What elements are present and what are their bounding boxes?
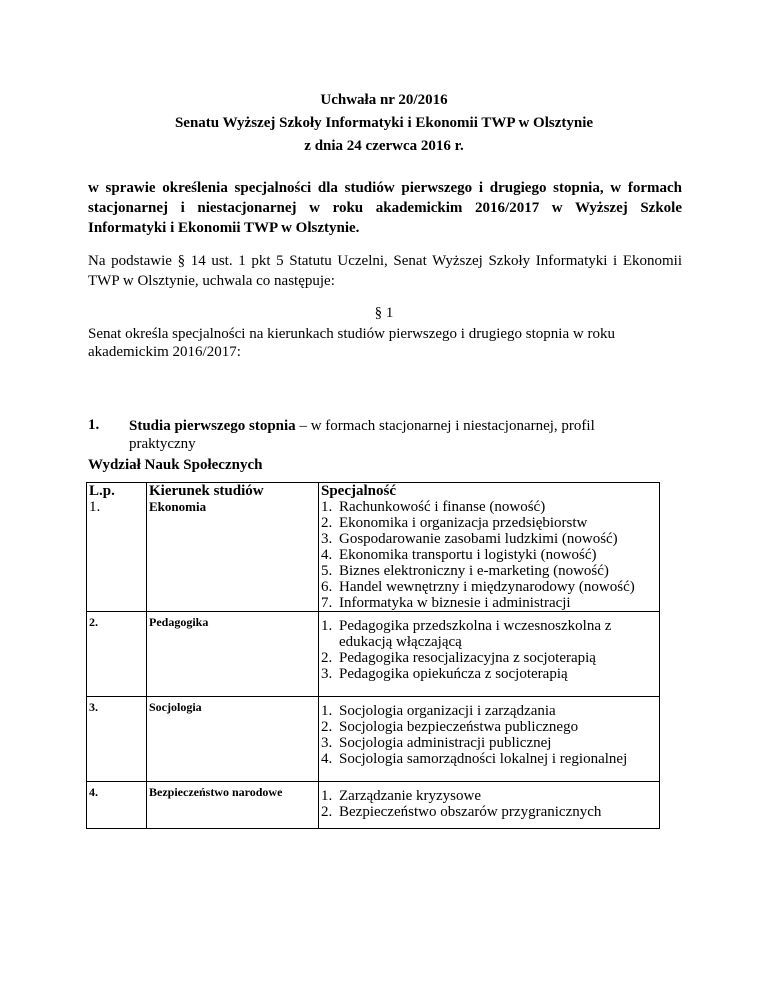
resolution-title: Uchwała nr 20/2016 (320, 92, 448, 108)
table-row (87, 782, 660, 829)
row-kierunek: Ekonomia (149, 499, 207, 514)
item-number: 3. (321, 531, 333, 547)
row-lp: 3. (89, 700, 98, 714)
specialization-table (86, 482, 660, 829)
list-item (321, 751, 659, 767)
item-number: 2. (321, 515, 333, 531)
row-lp: 2. (89, 615, 98, 629)
section-mark: § 1 (374, 305, 394, 321)
date-line: z dnia 24 czerwca 2016 r. (304, 138, 464, 154)
item-number: 5. (321, 563, 333, 579)
header-specjalnosc: Specjalność (321, 483, 396, 499)
item-number: 2. (321, 650, 333, 666)
section-text: Senat określa specjalności na kierunkach studiów pierwszego i drugiego stopnia w roku akademickim 2016/2017: (88, 326, 615, 360)
item-number: 6. (321, 579, 333, 595)
list-item (321, 618, 659, 650)
header-kierunek: Kierunek studiów (149, 483, 264, 499)
table-cell-kierunek (147, 612, 319, 697)
point-bold: Studia pierwszego stopnia (129, 418, 296, 434)
item-text: Pedagogika opiekuńcza z socjoterapią (339, 666, 568, 682)
row-lp: 4. (89, 785, 98, 799)
table-row (87, 697, 660, 782)
senate-line: Senatu Wyższej Szkoły Informatyki i Ekonomii TWP w Olsztynie (174, 115, 594, 131)
item-text: Socjologia organizacji i zarządzania (339, 703, 556, 719)
table-row (87, 483, 660, 612)
list-item (321, 499, 659, 515)
item-text: Pedagogika resocjalizacyjna z socjoterapią (339, 650, 596, 666)
spec-list (321, 499, 659, 611)
item-number: 2. (321, 804, 333, 820)
list-item (321, 515, 659, 531)
item-text: Zarządzanie kryzysowe (339, 788, 482, 804)
row-lp: 1. (89, 499, 101, 515)
list-item (321, 563, 659, 579)
basis-paragraph: Na podstawie § 14 ust. 1 pkt 5 Statutu Uczelni, Senat Wyższej Szkoły Informatyki i Ekonomii TWP w Olsztynie, uchwala co następuje: (88, 253, 682, 289)
list-item (321, 650, 659, 666)
item-text: Handel wewnętrzny i międzynarodowy (nowość) (339, 579, 635, 595)
item-text: Ekonomika transportu i logistyki (nowość) (339, 547, 597, 563)
row-kierunek: Bezpieczeństwo narodowe (149, 785, 283, 799)
item-text: Pedagogika przedszkolna i wczesnoszkolna z edukacją włączającą (339, 618, 612, 650)
table-cell-specjalnosc (319, 483, 660, 612)
point-rest: – w formach stacjonarnej i niestacjonarnej, profil praktyczny (129, 418, 595, 452)
list-item (321, 719, 659, 735)
item-number: 7. (321, 595, 333, 611)
table-cell-lp (87, 782, 147, 829)
item-number: 1. (321, 618, 333, 634)
item-number: 1. (321, 499, 333, 515)
item-text: Rachunkowość i finanse (nowość) (339, 499, 546, 515)
item-number: 1. (321, 788, 333, 804)
spec-list (321, 703, 659, 767)
header-lp: L.p. (89, 483, 115, 499)
list-item (321, 666, 659, 682)
table-cell-specjalnosc (319, 782, 660, 829)
list-item (321, 788, 659, 804)
item-text: Socjologia samorządności lokalnej i regionalnej (339, 751, 628, 767)
list-item (321, 804, 659, 820)
list-item (321, 531, 659, 547)
table-cell-kierunek (147, 782, 319, 829)
item-number: 4. (321, 547, 333, 563)
point-text (129, 417, 629, 453)
item-number: 3. (321, 735, 333, 751)
item-number: 2. (321, 719, 333, 735)
item-text: Socjologia administracji publicznej (339, 735, 552, 751)
table-cell-specjalnosc (319, 612, 660, 697)
table-cell-lp (87, 697, 147, 782)
list-item (321, 735, 659, 751)
table-cell-kierunek (147, 483, 319, 612)
subject-paragraph: w sprawie określenia specjalności dla studiów pierwszego i drugiego stopnia, w formach stacjonarnej i niestacjonarnej w roku akademickim 2016/2017 w Wyższej Szkole Informatyki i Ekonomii TWP w Olsztynie. (88, 180, 682, 236)
item-text: Gospodarowanie zasobami ludzkimi (nowość) (339, 531, 618, 547)
item-text: Biznes elektroniczny i e-marketing (nowość) (339, 563, 609, 579)
item-number: 3. (321, 666, 333, 682)
item-text: Socjologia bezpieczeństwa publicznego (339, 719, 579, 735)
spec-list (321, 618, 659, 682)
table-cell-kierunek (147, 697, 319, 782)
spec-list (321, 788, 659, 820)
row-kierunek: Socjologia (149, 700, 202, 714)
faculty-heading: Wydział Nauk Społecznych (88, 457, 263, 473)
table-row (87, 612, 660, 697)
item-number: 1. (321, 703, 333, 719)
item-number: 4. (321, 751, 333, 767)
point-number: 1. (88, 417, 100, 433)
table-cell-lp (87, 612, 147, 697)
row-kierunek: Pedagogika (149, 615, 209, 629)
item-text: Informatyka w biznesie i administracji (339, 595, 571, 611)
item-text: Ekonomika i organizacja przedsiębiorstw (339, 515, 588, 531)
table-cell-specjalnosc (319, 697, 660, 782)
list-item (321, 703, 659, 719)
table-cell-lp (87, 483, 147, 612)
list-item (321, 595, 659, 611)
item-text: Bezpieczeństwo obszarów przygranicznych (339, 804, 602, 820)
list-item (321, 547, 659, 563)
list-item (321, 579, 659, 595)
